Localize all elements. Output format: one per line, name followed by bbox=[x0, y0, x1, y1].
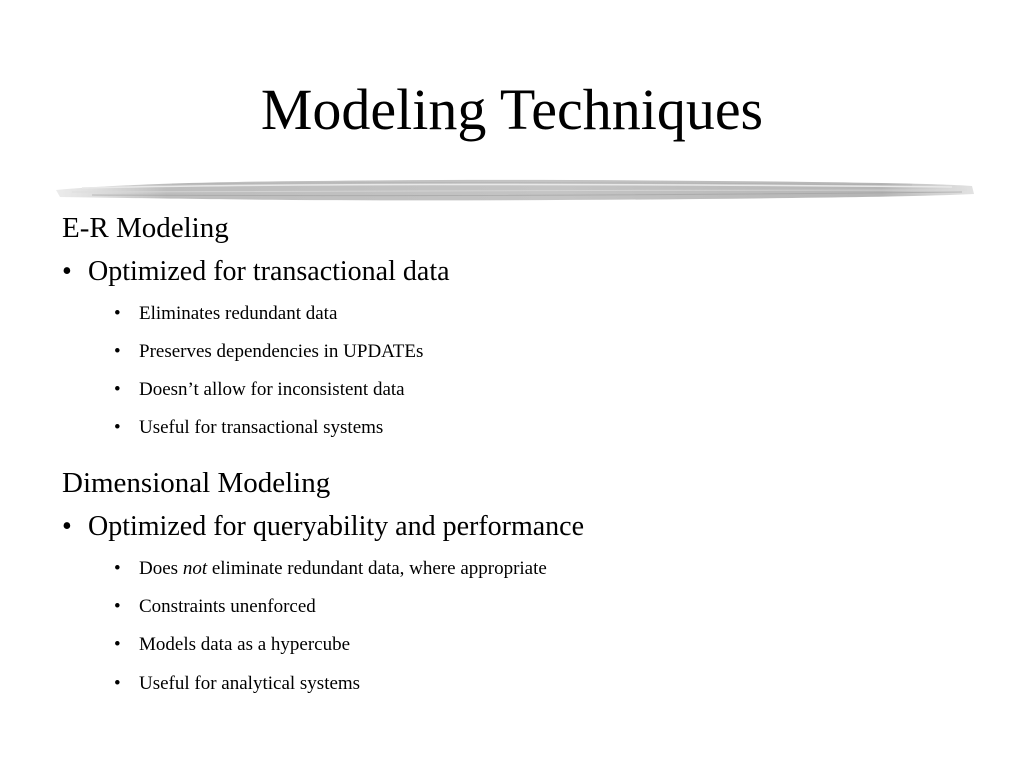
sub-bullet-text: Preserves dependencies in UPDATEs bbox=[139, 341, 424, 362]
sub-bullet-glyph: • bbox=[114, 417, 121, 438]
sub-bullet-item bbox=[114, 633, 350, 657]
bullet-glyph: • bbox=[62, 511, 72, 542]
sub-bullet-item bbox=[114, 416, 383, 440]
section-heading-dimensional-modeling: Dimensional Modeling bbox=[62, 467, 331, 499]
sub-bullet-glyph: • bbox=[114, 673, 121, 694]
sub-bullet-item bbox=[114, 672, 360, 696]
sub-bullet-glyph: • bbox=[114, 596, 121, 617]
slide-title: Modeling Techniques bbox=[260, 77, 764, 142]
sub-bullet-text: Doesn’t allow for inconsistent data bbox=[139, 379, 405, 400]
sub-bullet-text: Useful for transactional systems bbox=[139, 417, 384, 438]
sub-bullet-item bbox=[114, 302, 337, 326]
sub-bullet-text-before: Does bbox=[139, 558, 183, 579]
sub-bullet-glyph: • bbox=[114, 558, 121, 579]
bullet-text: Optimized for transactional data bbox=[88, 256, 450, 287]
bullet-point-er bbox=[62, 255, 450, 289]
bullet-text: Optimized for queryability and performance bbox=[88, 511, 585, 542]
sub-bullet-text: Constraints unenforced bbox=[139, 596, 316, 617]
sub-bullet-text: Useful for analytical systems bbox=[139, 673, 361, 694]
section-heading-er-modeling: E-R Modeling bbox=[62, 212, 229, 244]
bullet-point-dimensional bbox=[62, 510, 584, 544]
sub-bullet-glyph: • bbox=[114, 303, 121, 324]
bullet-glyph: • bbox=[62, 256, 72, 287]
sub-bullet-glyph: • bbox=[114, 634, 121, 655]
sub-bullet-text-after: eliminate redundant data, where appropriate bbox=[207, 558, 547, 579]
sub-bullet-text: Models data as a hypercube bbox=[139, 634, 351, 655]
sub-bullet-glyph: • bbox=[114, 379, 121, 400]
sub-bullet-item bbox=[114, 378, 405, 402]
sub-bullet-item bbox=[114, 557, 547, 581]
brush-stroke-divider bbox=[52, 172, 976, 212]
sub-bullet-glyph: • bbox=[114, 341, 121, 362]
sub-bullet-emphasis: not bbox=[182, 558, 208, 579]
sub-bullet-item bbox=[114, 595, 316, 619]
sub-bullet-text: Eliminates redundant data bbox=[139, 303, 338, 324]
sub-bullet-item bbox=[114, 340, 423, 364]
